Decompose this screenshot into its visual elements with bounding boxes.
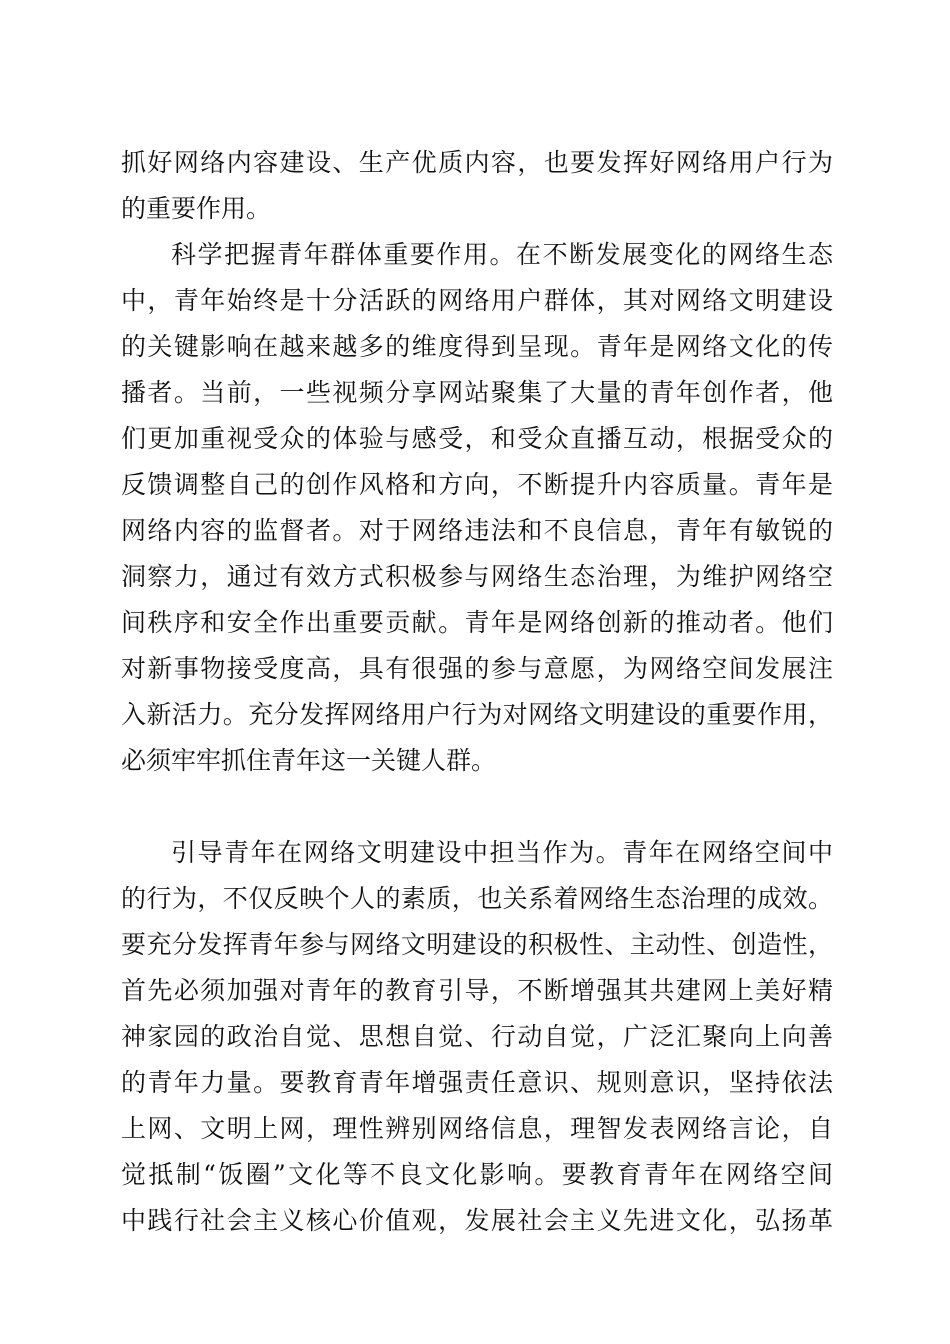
paragraph-line: 洞察力，通过有效方式积极参与网络生态治理，为维护网络空: [121, 562, 833, 591]
paragraph-line: 科学把握青年群体重要作用。在不断发展变化的网络生态: [171, 240, 833, 269]
paragraph-line: 首先必须加强对青年的教育引导，不断增强其共建网上美好精: [121, 976, 833, 1005]
paragraph-line: 的青年力量。要教育青年增强责任意识、规则意识，坚持依法: [121, 1068, 833, 1097]
paragraph-3: [121, 830, 833, 1244]
paragraph-line: 反馈调整自己的创作风格和方向，不断提升内容质量。青年是: [121, 470, 833, 499]
paragraph-line: 网络内容的监督者。对于网络违法和不良信息，青年有敏锐的: [121, 516, 833, 545]
paragraph-line: 入新活力。充分发挥网络用户行为对网络文明建设的重要作用，: [121, 700, 833, 729]
paragraph-line: 的重要作用。: [121, 194, 272, 223]
paragraph-line: 要充分发挥青年参与网络文明建设的积极性、主动性、创造性，: [121, 930, 833, 959]
paragraph-line: 对新事物接受度高，具有很强的参与意愿，为网络空间发展注: [121, 654, 833, 683]
paragraph-line: 们更加重视受众的体验与感受，和受众直播互动，根据受众的: [121, 424, 833, 453]
paragraph-line: 抓好网络内容建设、生产优质内容，也要发挥好网络用户行为: [121, 148, 833, 177]
paragraph-line: 的关键影响在越来越多的维度得到呈现。青年是网络文化的传: [121, 332, 833, 361]
paragraph-line: 觉抵制“饭圈”文化等不良文化影响。要教育青年在网络空间: [121, 1160, 833, 1189]
paragraph-line: 上网、文明上网，理性辨别网络信息，理智发表网络言论，自: [121, 1114, 833, 1143]
paragraph-line: 神家园的政治自觉、思想自觉、行动自觉，广泛汇聚向上向善: [121, 1022, 833, 1051]
paragraph-line: 的行为，不仅反映个人的素质，也关系着网络生态治理的成效。: [121, 884, 833, 913]
paragraph-line: 播者。当前，一些视频分享网站聚集了大量的青年创作者，他: [121, 378, 833, 407]
paragraph-line: 引导青年在网络文明建设中担当作为。青年在网络空间中: [171, 838, 833, 867]
paragraph-line: 间秩序和安全作出重要贡献。青年是网络创新的推动者。他们: [121, 608, 833, 637]
paragraph-line: 中践行社会主义核心价值观，发展社会主义先进文化，弘扬革: [121, 1206, 833, 1235]
paragraph-1: [121, 140, 833, 232]
paragraph-2: [121, 232, 833, 784]
paragraph-line: 必须牢牢抓住青年这一关键人群。: [121, 746, 497, 775]
paragraph-line: 中，青年始终是十分活跃的网络用户群体，其对网络文明建设: [121, 286, 833, 315]
